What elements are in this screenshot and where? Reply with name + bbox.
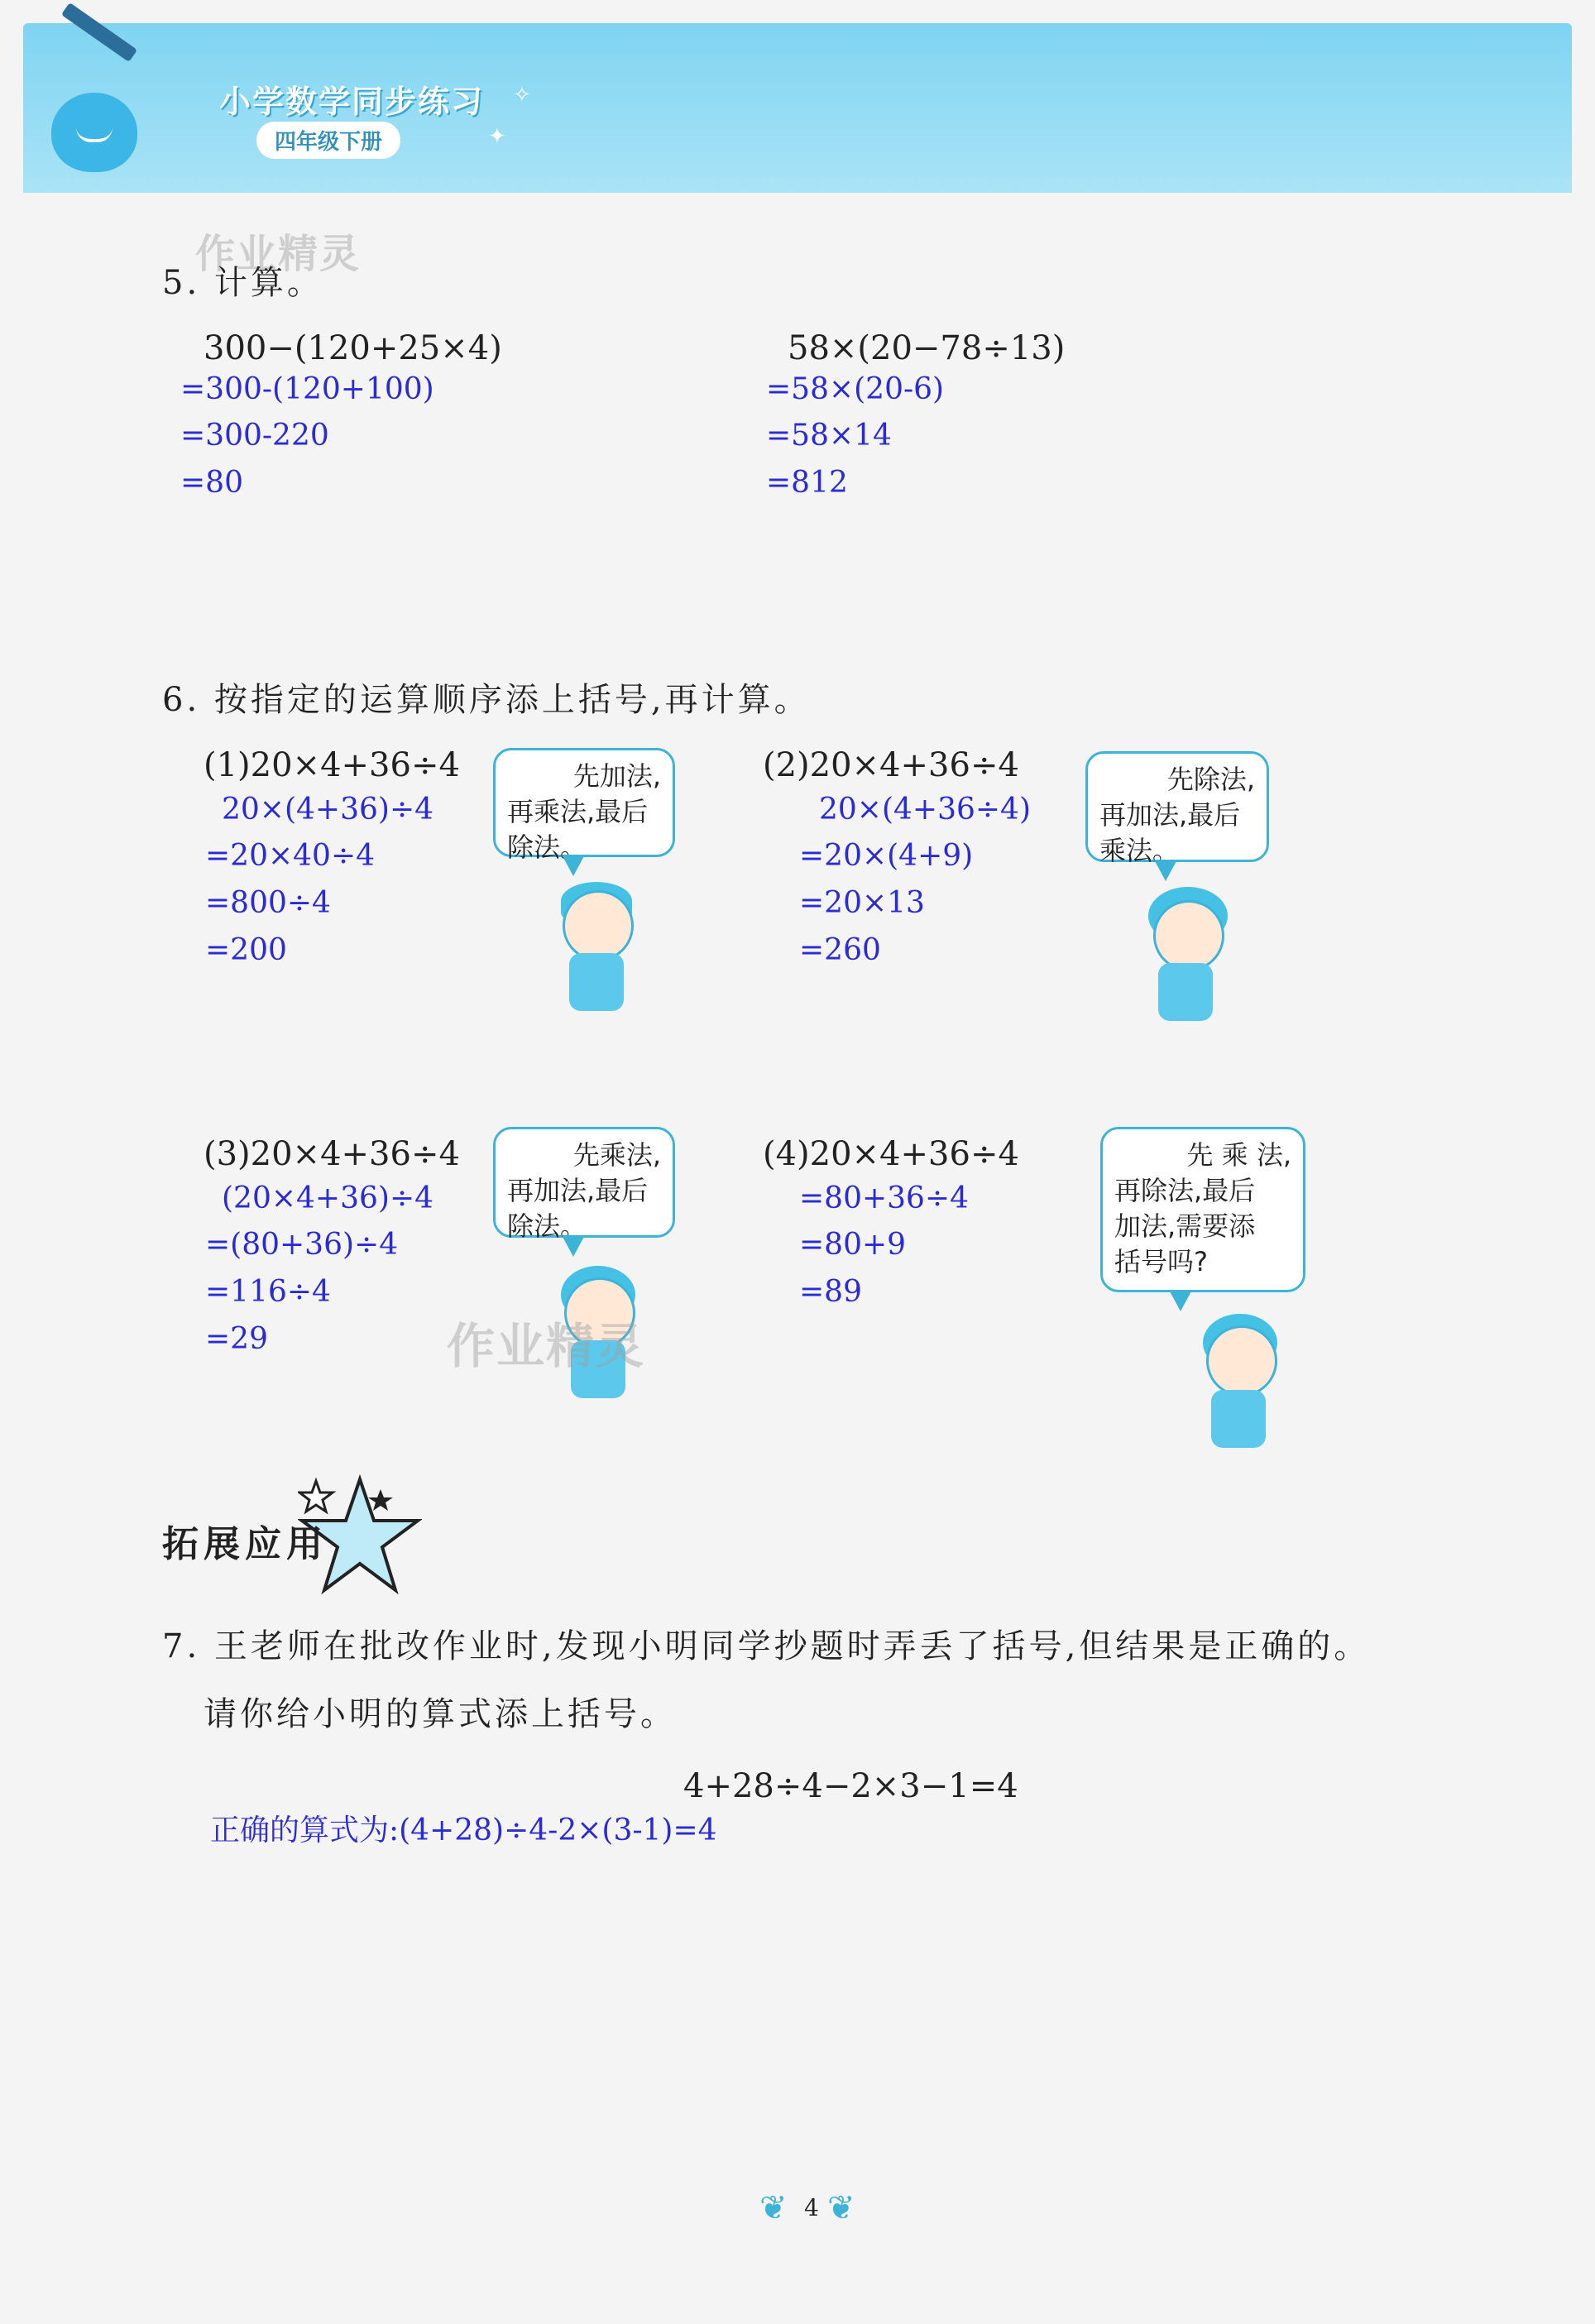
q6-step: 20×(4+36÷4) bbox=[819, 793, 1032, 827]
watermark: 作业精灵 bbox=[447, 1318, 646, 1374]
speech-bubble bbox=[493, 1127, 675, 1242]
q5-step: =58×14 bbox=[766, 419, 892, 453]
question-5-label: 5. 计算。 bbox=[162, 264, 323, 302]
q6-expression-2: (2)20×4+36÷4 bbox=[763, 746, 1019, 784]
q6-step: =80+36÷4 bbox=[799, 1181, 970, 1215]
girl-writing-illustration bbox=[1125, 884, 1241, 999]
q6-step: =20×40÷4 bbox=[205, 839, 376, 873]
q6-step: =(80+36)÷4 bbox=[205, 1228, 399, 1262]
q7-expression: 4+28÷4−2×3−1=4 bbox=[683, 1767, 1018, 1805]
apple-mascot-icon bbox=[51, 93, 137, 172]
bubble-line: 括号吗? bbox=[1114, 1246, 1208, 1277]
q7-answer: 正确的算式为:(4+28)÷4-2×(3-1)=4 bbox=[210, 1814, 717, 1847]
question-6-label: 6. 按指定的运算顺序添上括号,再计算。 bbox=[162, 681, 811, 719]
q6-expression-4: (4)20×4+36÷4 bbox=[763, 1135, 1019, 1173]
question-7-line-1: 7. 王老师在批改作业时,发现小明同学抄题时弄丢了括号,但结果是正确的。 bbox=[162, 1627, 1371, 1665]
q5-step: =300-220 bbox=[180, 419, 329, 453]
bubble-line: 乘法。 bbox=[1099, 835, 1180, 866]
bubble-line: 先加法, bbox=[572, 760, 661, 792]
q6-step: (20×4+36)÷4 bbox=[222, 1181, 434, 1215]
q6-step: =800÷4 bbox=[205, 886, 331, 920]
bubble-line: 再乘法,最后 bbox=[507, 796, 649, 827]
q5-step: =80 bbox=[180, 466, 243, 500]
watermark: 作业精灵 bbox=[195, 231, 362, 277]
bubble-line: 先 乘 法, bbox=[1186, 1139, 1291, 1171]
q6-expression-1: (1)20×4+36÷4 bbox=[204, 746, 460, 784]
book-title: 小学数学同步练习 bbox=[219, 84, 485, 120]
sparkle-icon: ✦ bbox=[488, 124, 506, 149]
header-scallop-border bbox=[23, 178, 1572, 203]
laurel-right-icon: ❦ bbox=[827, 2189, 855, 2227]
q6-step: =260 bbox=[799, 933, 881, 967]
q6-step: =29 bbox=[205, 1322, 268, 1356]
q6-step: =89 bbox=[799, 1275, 862, 1309]
q6-step: =200 bbox=[205, 933, 287, 967]
bubble-line: 先除法, bbox=[1166, 764, 1255, 795]
bubble-line: 再加法,最后 bbox=[507, 1175, 649, 1206]
q6-step: =116÷4 bbox=[205, 1275, 331, 1309]
speech-bubble bbox=[493, 748, 675, 863]
bubble-line: 加法,需要添 bbox=[1114, 1210, 1256, 1242]
q5-step: =300-(120+100) bbox=[180, 372, 434, 406]
section-title: 拓展应用 bbox=[162, 1523, 328, 1565]
question-7-line-2: 请你给小明的算式添上括号。 bbox=[204, 1695, 677, 1733]
speech-bubble bbox=[1085, 751, 1269, 866]
q5-step: =58×(20-6) bbox=[766, 372, 945, 406]
speech-bubble bbox=[1100, 1127, 1305, 1292]
q5-step: =812 bbox=[766, 466, 848, 500]
bubble-line: 除法。 bbox=[507, 1210, 587, 1242]
bubble-line: 先乘法, bbox=[572, 1139, 661, 1171]
page-number: 4 bbox=[804, 2194, 819, 2221]
bubble-line: 除法。 bbox=[507, 831, 587, 863]
q6-step: =20×(4+9) bbox=[799, 839, 974, 873]
q5-expression-2: 58×(20−78÷13) bbox=[788, 329, 1066, 367]
laurel-left-icon: ❦ bbox=[759, 2189, 788, 2227]
bubble-line: 再除法,最后 bbox=[1114, 1175, 1256, 1206]
boy-illustration bbox=[546, 877, 645, 1001]
q6-expression-3: (3)20×4+36÷4 bbox=[204, 1135, 460, 1173]
q6-step: 20×(4+36)÷4 bbox=[222, 793, 434, 827]
q6-step: =80+9 bbox=[799, 1228, 907, 1262]
q5-expression-1: 300−(120+25×4) bbox=[204, 329, 502, 367]
q6-step: =20×13 bbox=[799, 886, 925, 920]
grade-label: 四年级下册 bbox=[256, 122, 400, 159]
girl-braid-illustration bbox=[1183, 1311, 1291, 1435]
bubble-line: 再加法,最后 bbox=[1099, 799, 1241, 831]
sparkle-icon: ✧ bbox=[513, 83, 531, 108]
